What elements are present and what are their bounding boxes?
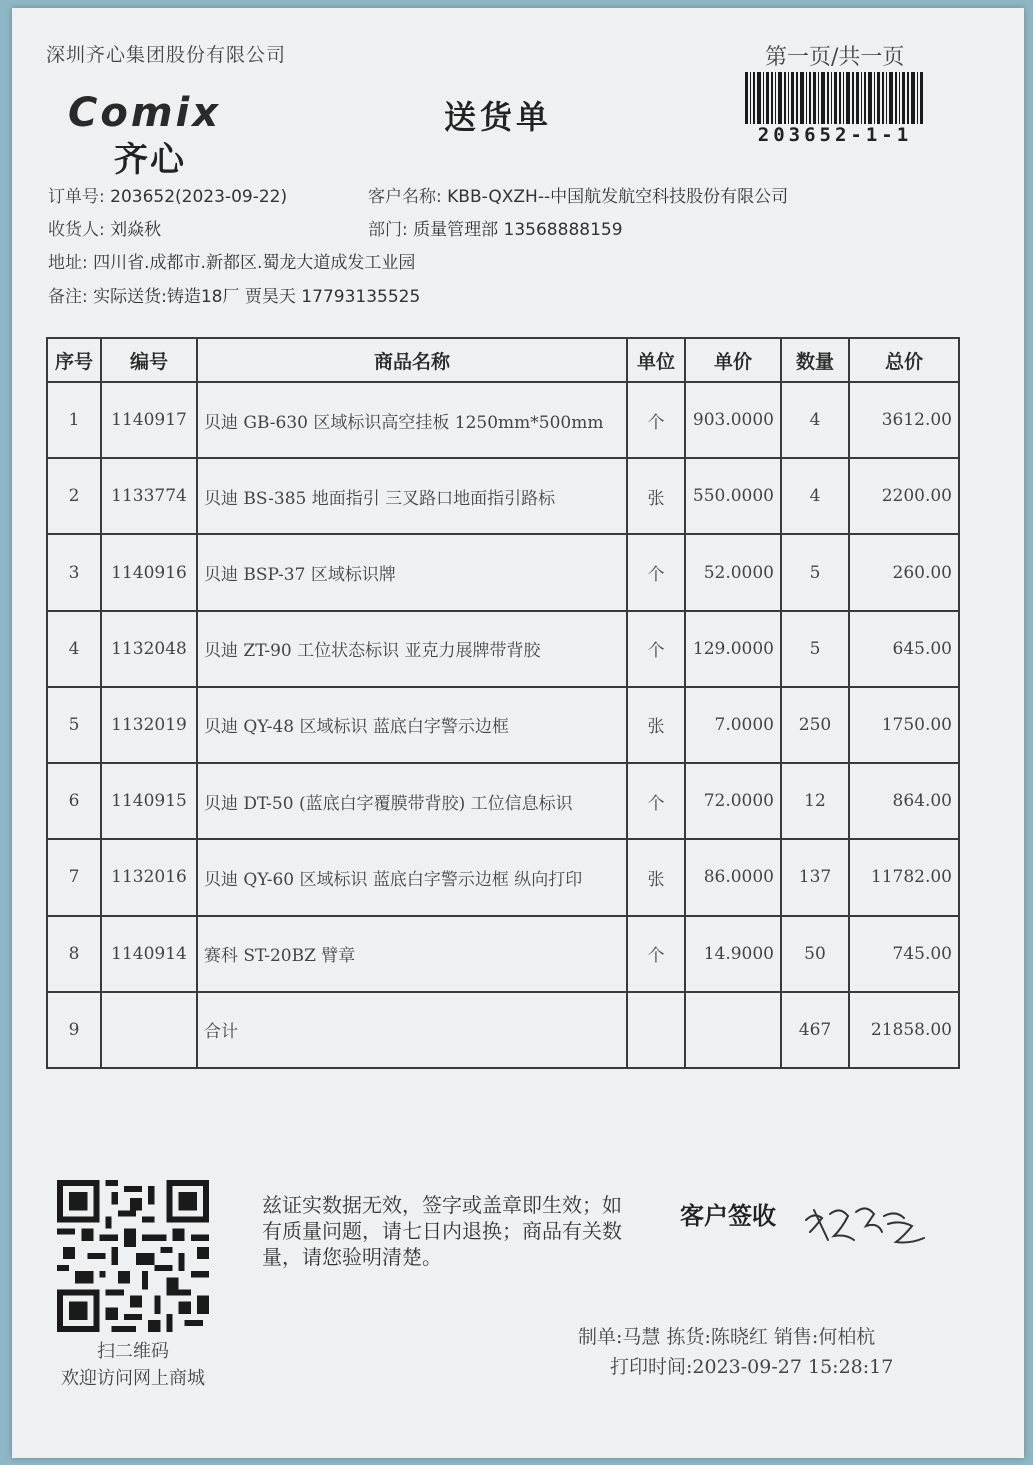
comix-logo bbox=[68, 90, 221, 136]
table-row bbox=[47, 763, 959, 839]
row-code: 1140916 bbox=[101, 534, 197, 610]
row-total: 864.00 bbox=[849, 763, 959, 839]
row-no: 8 bbox=[47, 916, 101, 992]
row-no: 9 bbox=[47, 992, 101, 1068]
row-name: 合计 bbox=[197, 992, 627, 1068]
row-name: 赛科 ST-20BZ 臂章 bbox=[197, 916, 627, 992]
barcode-icon bbox=[745, 72, 925, 124]
row-no: 2 bbox=[47, 458, 101, 534]
qr-caption bbox=[38, 1338, 228, 1392]
notice-text: 兹证实数据无效，签字或盖章即生效；如有质量问题，请七日内退换；商品有关数量，请您验明清楚。 bbox=[262, 1193, 622, 1269]
row-qty: 467 bbox=[781, 992, 849, 1068]
document-title: 送货单 bbox=[444, 98, 553, 136]
row-unit bbox=[627, 992, 685, 1068]
row-total: 745.00 bbox=[849, 916, 959, 992]
row-total: 645.00 bbox=[849, 611, 959, 687]
row-qty: 137 bbox=[781, 839, 849, 915]
company-name-top: 深圳齐心集团股份有限公司 bbox=[46, 44, 287, 66]
qr-caption-line-2: 欢迎访问网上商城 bbox=[61, 1368, 205, 1389]
row-unit: 个 bbox=[627, 763, 685, 839]
row-price: 550.0000 bbox=[685, 458, 781, 534]
remark bbox=[48, 282, 420, 307]
row-name: 贝迪 ZT-90 工位状态标识 亚克力展牌带背胶 bbox=[197, 611, 627, 687]
dept-label: 部门: bbox=[368, 220, 408, 240]
col-header-total: 总价 bbox=[849, 338, 959, 382]
page-info: 第一页/共一页 bbox=[765, 45, 905, 70]
row-code: 1140917 bbox=[101, 382, 197, 458]
row-total: 260.00 bbox=[849, 534, 959, 610]
row-qty: 5 bbox=[781, 611, 849, 687]
table-total-row bbox=[47, 992, 959, 1068]
department bbox=[368, 215, 623, 240]
row-unit: 张 bbox=[627, 687, 685, 763]
customer-label: 客户名称: bbox=[368, 187, 442, 207]
address-value: 四川省.成都市.新都区.蜀龙大道成发工业园 bbox=[93, 253, 416, 273]
row-price: 72.0000 bbox=[685, 763, 781, 839]
row-unit: 个 bbox=[627, 382, 685, 458]
row-code: 1140915 bbox=[101, 763, 197, 839]
receiver-label: 收货人: bbox=[48, 220, 105, 240]
row-qty: 4 bbox=[781, 458, 849, 534]
row-code: 1132019 bbox=[101, 687, 197, 763]
table-row bbox=[47, 458, 959, 534]
row-price bbox=[685, 992, 781, 1068]
row-price: 52.0000 bbox=[685, 534, 781, 610]
row-no: 5 bbox=[47, 687, 101, 763]
receiver-value: 刘焱秋 bbox=[110, 220, 162, 240]
table-row bbox=[47, 611, 959, 687]
col-header-code: 编号 bbox=[101, 338, 197, 382]
row-price: 129.0000 bbox=[685, 611, 781, 687]
customer-name bbox=[368, 182, 788, 207]
row-code: 1132016 bbox=[101, 839, 197, 915]
table-row bbox=[47, 916, 959, 992]
staff-info: 制单:马慧 拣货:陈晓红 销售:何柏杭 bbox=[578, 1326, 876, 1348]
row-unit: 个 bbox=[627, 534, 685, 610]
row-name: 贝迪 QY-60 区域标识 蓝底白字警示边框 纵向打印 bbox=[197, 839, 627, 915]
row-name: 贝迪 BSP-37 区域标识牌 bbox=[197, 534, 627, 610]
row-unit: 个 bbox=[627, 611, 685, 687]
row-qty: 250 bbox=[781, 687, 849, 763]
row-qty: 5 bbox=[781, 534, 849, 610]
address-label: 地址: bbox=[48, 253, 88, 273]
table-row bbox=[47, 382, 959, 458]
remark-value: 实际送货:铸造18厂 贾昊天 17793135525 bbox=[93, 287, 421, 307]
row-no: 7 bbox=[47, 839, 101, 915]
row-price: 86.0000 bbox=[685, 839, 781, 915]
row-total: 11782.00 bbox=[849, 839, 959, 915]
row-no: 1 bbox=[47, 382, 101, 458]
col-header-no: 序号 bbox=[47, 338, 101, 382]
row-qty: 50 bbox=[781, 916, 849, 992]
row-total: 21858.00 bbox=[849, 992, 959, 1068]
row-total: 1750.00 bbox=[849, 687, 959, 763]
address bbox=[48, 248, 415, 273]
handwritten-signature bbox=[800, 1192, 930, 1252]
row-total: 2200.00 bbox=[849, 458, 959, 534]
remark-label: 备注: bbox=[48, 287, 88, 307]
logo-chinese: 齐心 bbox=[114, 140, 186, 180]
row-qty: 12 bbox=[781, 763, 849, 839]
row-no: 6 bbox=[47, 763, 101, 839]
qr-caption-line-1: 扫二维码 bbox=[97, 1341, 169, 1362]
row-code bbox=[101, 992, 197, 1068]
col-header-name: 商品名称 bbox=[197, 338, 627, 382]
customer-sign-label: 客户签收 bbox=[680, 1202, 776, 1230]
row-qty: 4 bbox=[781, 382, 849, 458]
row-name: 贝迪 BS-385 地面指引 三叉路口地面指引路标 bbox=[197, 458, 627, 534]
row-no: 3 bbox=[47, 534, 101, 610]
col-header-unit: 单位 bbox=[627, 338, 685, 382]
row-price: 903.0000 bbox=[685, 382, 781, 458]
row-code: 1133774 bbox=[101, 458, 197, 534]
logo-text: Comix bbox=[68, 90, 222, 136]
row-code: 1140914 bbox=[101, 916, 197, 992]
order-value: 203652(2023-09-22) bbox=[110, 187, 288, 207]
qr-code-icon bbox=[57, 1180, 209, 1332]
row-unit: 个 bbox=[627, 916, 685, 992]
table-row bbox=[47, 534, 959, 610]
receiver bbox=[48, 215, 161, 240]
print-time: 打印时间:2023-09-27 15:28:17 bbox=[610, 1356, 894, 1378]
row-price: 7.0000 bbox=[685, 687, 781, 763]
row-total: 3612.00 bbox=[849, 382, 959, 458]
row-name: 贝迪 GB-630 区域标识高空挂板 1250mm*500mm bbox=[197, 382, 627, 458]
table-header-row bbox=[47, 338, 959, 382]
dept-value: 质量管理部 13568888159 bbox=[413, 220, 623, 240]
row-no: 4 bbox=[47, 611, 101, 687]
customer-value: KBB-QXZH--中国航发航空科技股份有限公司 bbox=[447, 187, 789, 207]
order-label: 订单号: bbox=[48, 187, 105, 207]
row-unit: 张 bbox=[627, 839, 685, 915]
order-number bbox=[48, 182, 287, 207]
items-table bbox=[46, 337, 960, 1069]
row-unit: 张 bbox=[627, 458, 685, 534]
row-code: 1132048 bbox=[101, 611, 197, 687]
col-header-qty: 数量 bbox=[781, 338, 849, 382]
row-name: 贝迪 QY-48 区域标识 蓝底白字警示边框 bbox=[197, 687, 627, 763]
col-header-price: 单价 bbox=[685, 338, 781, 382]
row-price: 14.9000 bbox=[685, 916, 781, 992]
table-row bbox=[47, 687, 959, 763]
barcode-number: 203652-1-1 bbox=[757, 124, 913, 146]
table-row bbox=[47, 839, 959, 915]
row-name: 贝迪 DT-50 (蓝底白字覆膜带背胶) 工位信息标识 bbox=[197, 763, 627, 839]
